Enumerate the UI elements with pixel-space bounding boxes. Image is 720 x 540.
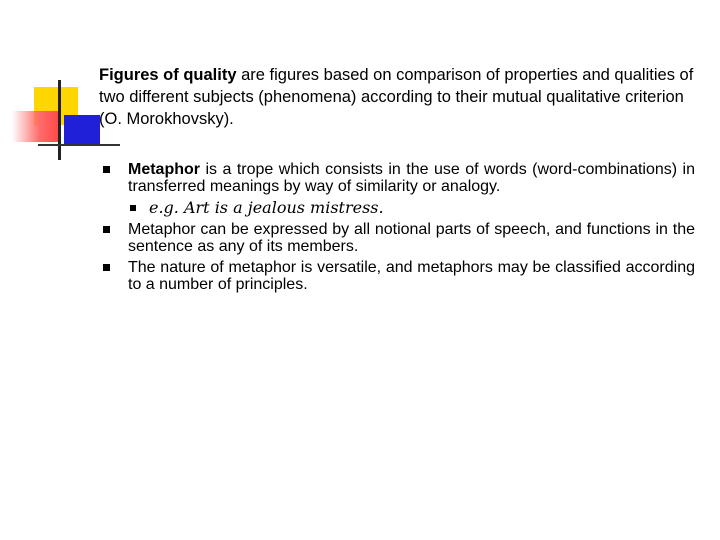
bullet-text: is a trope which consists in the use of words (word-combinations) in transferred meanings by way of similarity or analogy. <box>128 161 695 195</box>
decor-horizontal-line <box>38 144 120 146</box>
bullet-item-metaphor <box>103 161 695 195</box>
square-bullet-icon <box>130 205 136 211</box>
bullet-list <box>103 161 695 293</box>
slide-title <box>99 64 699 130</box>
decor-blue-square <box>64 115 100 145</box>
bullet-bold-term: Metaphor <box>128 161 200 178</box>
square-bullet-icon <box>103 166 110 173</box>
decor-red-square <box>12 111 58 142</box>
bullet-item-nature <box>103 259 695 293</box>
sub-bullet-text: e.g. Art is a jealous mistress. <box>149 198 384 217</box>
title-bold-phrase: Figures of quality <box>99 66 237 84</box>
bullet-item-expression <box>103 221 695 255</box>
bullet-text: Metaphor can be expressed by all notional parts of speech, and functions in the sentence as any of its members. <box>128 221 695 255</box>
decor-vertical-line <box>58 80 61 160</box>
sub-bullet-example <box>103 199 695 217</box>
bullet-text: The nature of metaphor is versatile, and metaphors may be classified according to a number of principles. <box>128 259 695 293</box>
square-bullet-icon <box>103 264 110 271</box>
title-rest: are figures based on comparison of properties and qualities of two different subjects (phenomena) according to their mutual qualitative criterion (O. Morokhovsky). <box>99 66 694 128</box>
square-bullet-icon <box>103 226 110 233</box>
